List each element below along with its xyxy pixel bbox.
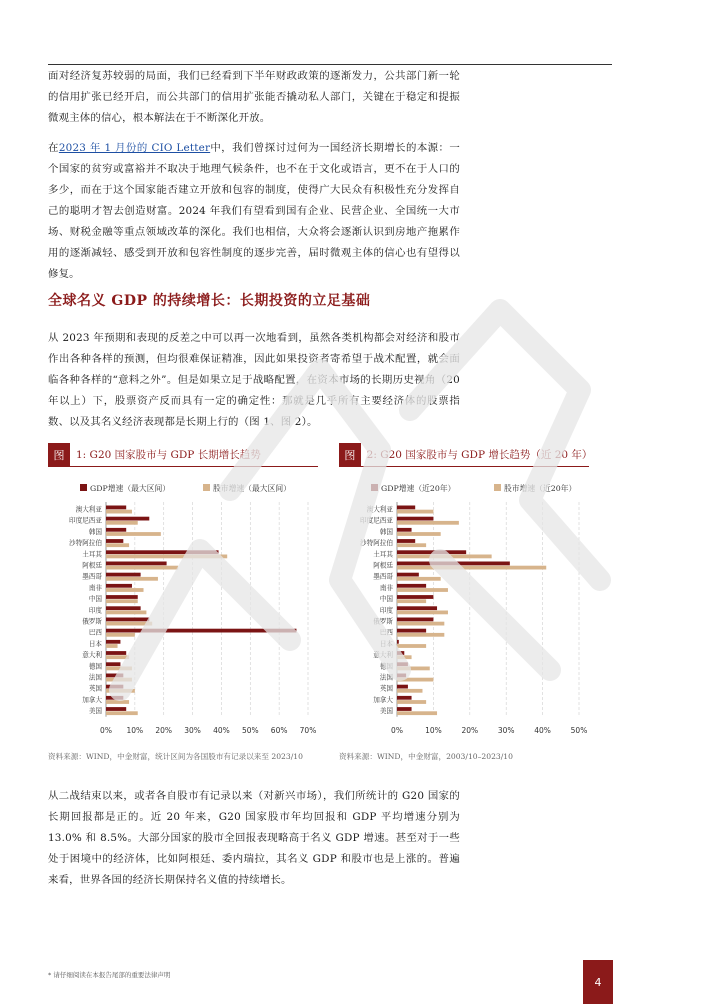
stock-bar <box>106 689 135 693</box>
gdp-bar <box>397 685 408 689</box>
stock-bar <box>397 622 444 626</box>
category-label: 意大利 <box>82 651 102 660</box>
stock-bar <box>397 566 546 570</box>
gdp-bar <box>106 584 132 588</box>
x-tick-label: 0% <box>391 725 403 735</box>
stock-bar <box>106 711 138 715</box>
stock-bar <box>106 599 138 603</box>
stock-bar <box>106 611 146 615</box>
x-tick-label: 70% <box>299 725 317 735</box>
category-label: 韩国 <box>88 527 102 536</box>
gdp-bar <box>397 506 415 510</box>
category-label: 印度 <box>88 606 102 615</box>
gdp-bar <box>106 696 123 700</box>
category-label: 南非 <box>88 583 102 592</box>
legend-label: GDP增速（最大区间） <box>90 484 171 493</box>
figure-1-title: 1: G20 国家股市与 GDP 长期增长趋势 <box>76 449 261 461</box>
stock-bar <box>397 655 412 659</box>
stock-bar <box>397 543 426 547</box>
figure-1-header <box>48 443 318 467</box>
stock-bar <box>106 577 158 581</box>
category-label: 法国 <box>88 673 102 682</box>
gdp-bar <box>106 707 126 711</box>
stock-bar <box>397 667 430 671</box>
cio-letter-link[interactable]: 2023 年 1 月份的 CIO Letter <box>58 142 211 154</box>
paragraph-1: 面对经济复苏较弱的局面，我们已经看到下半年财政政策的逐渐发力，公共部门新一轮的信用扩张已经开启，而公共部门的信用扩张能否撬动私人部门，关键在于稳定和提振微观主体的信心，根本解法在于不断深化开放。 <box>48 70 460 124</box>
category-label: 俄罗斯 <box>373 617 393 626</box>
legend-swatch <box>203 484 210 491</box>
x-tick-label: 20% <box>461 725 479 735</box>
stock-bar <box>397 510 433 514</box>
category-label: 俄罗斯 <box>82 617 102 626</box>
gdp-bar <box>397 528 412 532</box>
x-tick-label: 30% <box>497 725 515 735</box>
stock-bar <box>397 599 426 603</box>
figure-2-label: 图 <box>339 443 361 466</box>
stock-bar <box>397 521 459 525</box>
gdp-bar <box>106 595 138 599</box>
stock-bar <box>106 622 152 626</box>
stock-bar <box>397 700 426 704</box>
paragraph-2-prefix: 在 <box>48 142 59 154</box>
paragraph-3: 从 2023 年预期和表现的反差之中可以再一次地看到，虽然各类机构都会对经济和股市作出各种各样的预测，但均很难保证精准，因此如果投资者寄希望于战术配置，就会面临各种各样的“意料之外”。但是如果立足于战略配置，在资本市场的长期历史视角（20 年以上）下，股票资产反而具有一定的确定性：那就是几乎所有主要经济体的股票指数、以及其名义经济表现都是长期上行的（图 1、图 2）。 <box>48 332 460 428</box>
category-label: 阿根廷 <box>82 561 102 570</box>
gdp-bar <box>397 584 426 588</box>
section-heading: 全球名义 GDP 的持续增长：长期投资的立足基础 <box>48 293 371 309</box>
category-label: 英国 <box>379 684 393 693</box>
gdp-bar <box>397 696 412 700</box>
gdp-bar <box>397 651 404 655</box>
stock-bar <box>106 543 129 547</box>
stock-bar <box>397 689 422 693</box>
stock-bar <box>106 532 161 536</box>
gdp-bar <box>397 707 412 711</box>
x-tick-label: 0% <box>100 725 112 735</box>
stock-bar <box>397 588 448 592</box>
category-label: 意大利 <box>373 651 393 660</box>
category-label: 印度尼西亚 <box>69 516 102 525</box>
legend-label: GDP增速（近20年） <box>381 484 456 493</box>
category-label: 韩国 <box>379 527 393 536</box>
gdp-bar <box>106 618 149 622</box>
category-label: 澳大利亚 <box>366 505 393 514</box>
page-number: 4 <box>583 960 613 1004</box>
category-label: 沙特阿拉伯 <box>360 539 393 548</box>
category-label: 土耳其 <box>82 550 102 559</box>
x-tick-label: 40% <box>534 725 551 735</box>
stock-bar <box>397 633 444 637</box>
category-label: 墨西哥 <box>82 572 102 581</box>
figure-2-source: 资料来源：WIND，中金财富，2003/10–2023/10 <box>339 752 513 761</box>
stock-bar <box>106 555 227 559</box>
legend-swatch <box>80 484 87 491</box>
figure-1-label: 图 <box>48 443 70 466</box>
gdp-bar <box>397 662 408 666</box>
gdp-bar <box>397 629 426 633</box>
category-label: 日本 <box>379 639 393 648</box>
legend-swatch <box>494 484 501 491</box>
category-label: 中国 <box>88 595 102 604</box>
paragraph-2-body: 中，我们曾探讨过何为一国经济长期增长的本源：一个国家的贫穷或富裕并不取决于地理气候条件，也不在于文化或语言，更不在于人口的多少，而在于这个国家能否建立开放和包容的制度，使得广大民众有积极性充分发挥自己的聪明才智去创造财富。2024 年我们有望看到国有企业、民营企业、全国统一大市场、财税金融等重点领域改革的深化。我们也相信，大众将会逐渐认识到房地产拖累作用的逐渐减轻、感受到开放和包容性制度的逐步完善，届时微观主体的信心也有望得以修复。 <box>48 142 460 280</box>
figure-2-header <box>339 443 593 467</box>
x-tick-label: 10% <box>126 725 144 735</box>
category-label: 加拿大 <box>82 695 102 704</box>
category-label: 日本 <box>88 639 102 648</box>
gdp-bar <box>106 562 167 566</box>
gdp-bar <box>397 539 415 543</box>
legend-swatch <box>371 484 378 491</box>
category-label: 英国 <box>88 684 102 693</box>
gdp-bar <box>106 539 123 543</box>
gdp-bar <box>106 629 296 633</box>
stock-bar <box>397 555 492 559</box>
top-rule <box>48 64 612 65</box>
gdp-bar <box>106 606 141 610</box>
gdp-bar <box>106 550 219 554</box>
x-tick-label: 10% <box>425 725 442 735</box>
stock-bar <box>397 711 437 715</box>
stock-bar <box>397 611 448 615</box>
gdp-bar <box>397 618 433 622</box>
category-label: 澳大利亚 <box>75 505 102 514</box>
gdp-bar <box>397 606 437 610</box>
category-label: 美国 <box>88 707 102 716</box>
category-label: 中国 <box>379 595 393 604</box>
gdp-bar <box>106 506 126 510</box>
category-label: 美国 <box>379 707 393 716</box>
gdp-bar <box>397 595 433 599</box>
gdp-bar <box>397 550 466 554</box>
gdp-bar <box>397 517 433 521</box>
x-tick-label: 50% <box>570 725 588 735</box>
legend-label: 股市增速（近20年） <box>504 484 577 493</box>
paragraph-4: 从二战结束以来，或者各自股市有记录以来（对新兴市场），我们所统计的 G20 国家的长期回报都是正的。近 20 年来，G20 国家股市年均回报和 GDP 平均增速分别为 13.0% 和 8.5%。大部分国家的股市全回报表现略高于名义 GDP 增速。甚至对于一些处于困境中的经济体，比如阿根廷、委内瑞拉，其名义 GDP 和股市也是上涨的。普遍来看，世界各国的经济长期保持名义值的持续增长。 <box>48 790 460 886</box>
x-tick-label: 60% <box>270 725 288 735</box>
category-label: 阿根廷 <box>373 561 393 570</box>
x-tick-label: 20% <box>155 725 173 735</box>
gdp-bar <box>397 573 419 577</box>
category-label: 沙特阿拉伯 <box>69 539 102 548</box>
category-label: 印度尼西亚 <box>360 516 393 525</box>
gdp-bar <box>106 662 120 666</box>
stock-bar <box>106 700 129 704</box>
gdp-bar <box>397 562 510 566</box>
category-label: 加拿大 <box>373 695 393 704</box>
figure-1-source: 资料来源：WIND，中金财富，统计区间为各国股市有记录以来至 2023/10 <box>48 752 303 761</box>
category-label: 德国 <box>379 662 393 671</box>
gdp-bar <box>106 651 126 655</box>
gdp-bar <box>106 517 149 521</box>
gdp-bar <box>106 640 120 644</box>
stock-bar <box>397 678 433 682</box>
stock-bar <box>397 644 426 648</box>
stock-bar <box>106 633 135 637</box>
stock-bar <box>106 566 178 570</box>
category-label: 墨西哥 <box>373 572 393 581</box>
category-label: 德国 <box>88 662 102 671</box>
stock-bar <box>106 667 132 671</box>
legend-label: 股市增速（最大区间） <box>213 484 291 493</box>
gdp-bar <box>106 685 123 689</box>
gdp-bar <box>106 528 126 532</box>
figure-2-title: 2: G20 国家股市与 GDP 增长趋势（近 20 年） <box>366 449 593 461</box>
x-tick-label: 40% <box>213 725 230 735</box>
paragraph-2 <box>48 138 460 285</box>
stock-bar <box>106 521 138 525</box>
figure-2-chart <box>339 474 589 746</box>
x-tick-label: 30% <box>184 725 201 735</box>
stock-bar <box>397 577 441 581</box>
category-label: 法国 <box>379 673 393 682</box>
category-label: 巴西 <box>88 628 102 637</box>
gdp-bar <box>106 573 141 577</box>
stock-bar <box>106 655 129 659</box>
stock-bar <box>106 678 132 682</box>
category-label: 巴西 <box>379 628 393 637</box>
figure-1-chart <box>48 474 318 746</box>
gdp-bar <box>397 674 406 678</box>
category-label: 南非 <box>379 583 393 592</box>
category-label: 土耳其 <box>373 550 393 559</box>
stock-bar <box>106 644 118 648</box>
gdp-bar <box>106 674 123 678</box>
gdp-bar <box>397 640 399 644</box>
stock-bar <box>397 532 441 536</box>
stock-bar <box>106 510 132 514</box>
stock-bar <box>106 588 144 592</box>
x-tick-label: 50% <box>241 725 259 735</box>
legal-footnote: * 请仔细阅读在本报告尾部的重要法律声明 <box>48 971 171 979</box>
category-label: 印度 <box>379 606 393 615</box>
